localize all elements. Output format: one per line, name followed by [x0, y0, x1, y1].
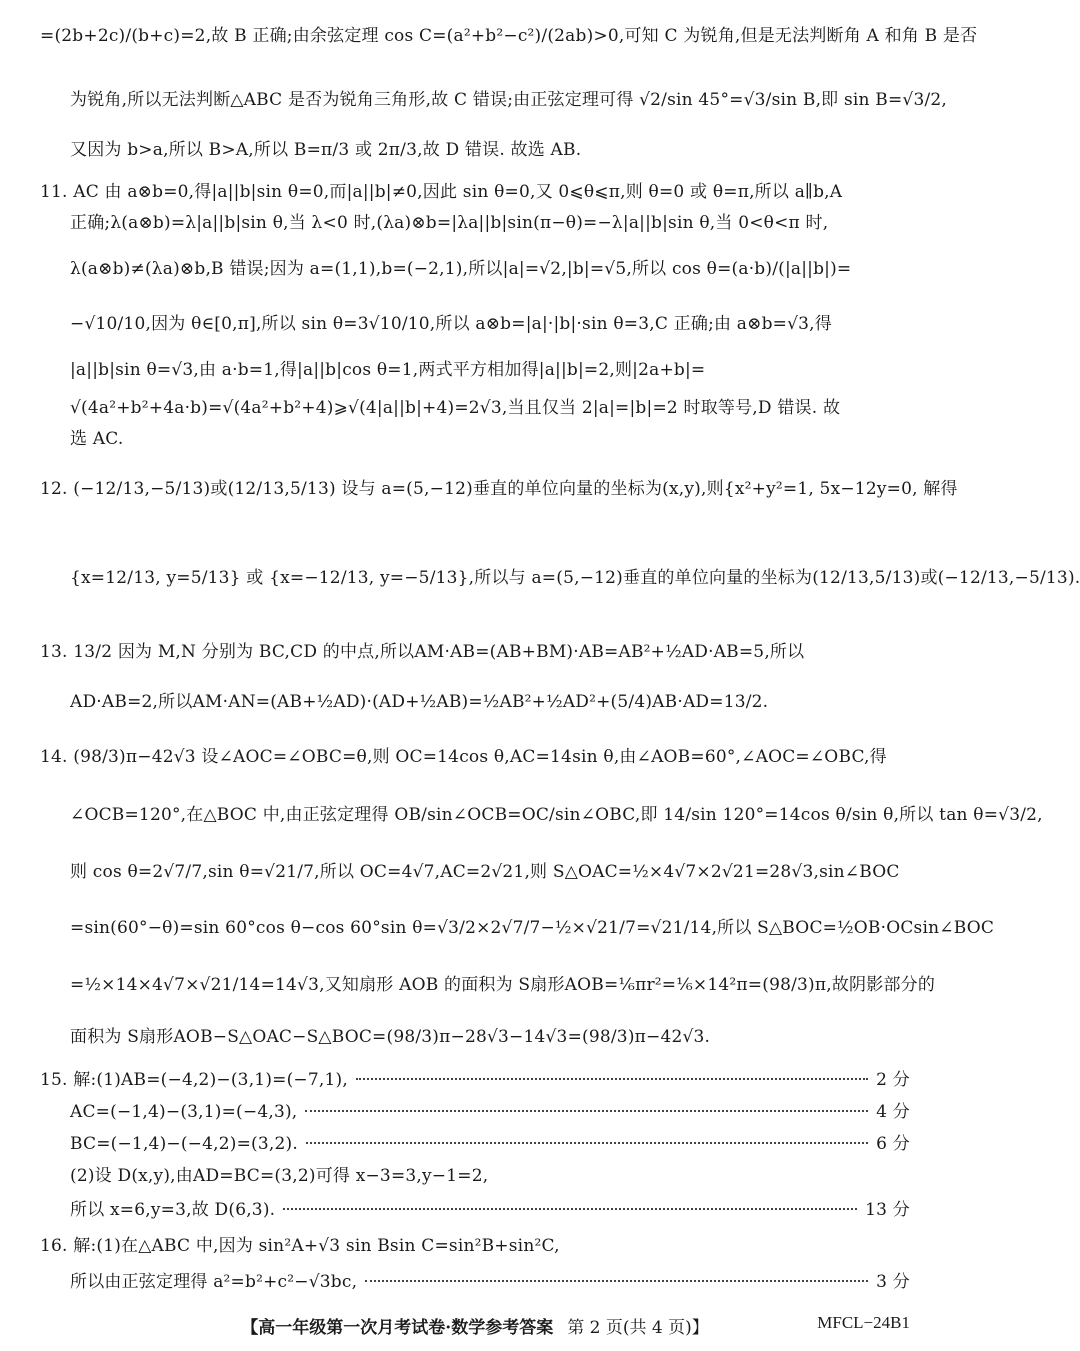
- footer-title: 【高一年级第一次月考试卷·数学参考答案: [241, 1318, 554, 1338]
- answer-line: λ(a⊗b)≠(λa)⊗b,B 错误;因为 a=(1,1),b=(−2,1),所以|a|=√2,|b|=√5,所以 cos θ=(a·b)/(|a||b|)=: [70, 259, 852, 279]
- scored-line-text: 15. 解:(1)AB=(−4,2)−(3,1)=(−7,1),: [40, 1070, 348, 1090]
- answer-line: 12. (−12/13,−5/13)或(12/13,5/13) 设与 a=(5,−12)垂直的单位向量的坐标为(x,y),则{x²+y²=1, 5x−12y=0, 解得: [40, 479, 958, 499]
- paper-code: MFCL−24B1: [817, 1313, 910, 1332]
- scored-line-text: BC=(−1,4)−(−4,2)=(3,2).: [70, 1134, 298, 1154]
- scored-line: [70, 1270, 910, 1294]
- score-points: 6 分: [876, 1134, 910, 1154]
- answer-line: 13. 13/2 因为 M,N 分别为 BC,CD 的中点,所以AM·AB=(AB+BM)·AB=AB²+½AD·AB=5,所以: [40, 642, 805, 662]
- scored-line-text: 所以由正弦定理得 a²=b²+c²−√3bc,: [70, 1272, 358, 1292]
- answer-line: 16. 解:(1)在△ABC 中,因为 sin²A+√3 sin Bsin C=sin²B+sin²C,: [40, 1236, 560, 1256]
- answer-line: 14. (98/3)π−42√3 设∠AOC=∠OBC=θ,则 OC=14cos θ,AC=14sin θ,由∠AOB=60°,∠AOC=∠OBC,得: [40, 747, 887, 767]
- leader-dots: [283, 1208, 857, 1210]
- scored-line-text: AC=(−1,4)−(3,1)=(−4,3),: [70, 1102, 298, 1122]
- answer-line: 11. AC 由 a⊗b=0,得|a||b|sin θ=0,而|a||b|≠0,因此 sin θ=0,又 0⩽θ⩽π,则 θ=0 或 θ=π,所以 a∥b,A: [40, 182, 843, 202]
- answer-line: |a||b|sin θ=√3,由 a·b=1,得|a||b|cos θ=1,两式平方相加得|a||b|=2,则|2a+b|=: [70, 360, 706, 380]
- leader-dots: [306, 1142, 868, 1144]
- answer-line: √(4a²+b²+4a·b)=√(4a²+b²+4)⩾√(4|a||b|+4)=2√3,当且仅当 2|a|=|b|=2 时取等号,D 错误. 故: [70, 398, 841, 418]
- answer-line: AD·AB=2,所以AM·AN=(AB+½AD)·(AD+½AB)=½AB²+½AD²+(5/4)AB·AD=13/2.: [70, 692, 769, 712]
- score-points: 2 分: [876, 1070, 910, 1090]
- score-points: 13 分: [865, 1200, 910, 1220]
- scored-line: [70, 1100, 910, 1124]
- answer-line: 为锐角,所以无法判断△ABC 是否为锐角三角形,故 C 错误;由正弦定理可得 √2/sin 45°=√3/sin B,即 sin B=√3/2,: [70, 90, 948, 110]
- answer-line: −√10/10,因为 θ∈[0,π],所以 sin θ=3√10/10,所以 a⊗b=|a|·|b|·sin θ=3,C 正确;由 a⊗b=√3,得: [70, 314, 832, 334]
- answer-line: =sin(60°−θ)=sin 60°cos θ−cos 60°sin θ=√3/2×2√7/7−½×√21/7=√21/14,所以 S△BOC=½OB·OCsin∠BOC: [70, 918, 995, 938]
- answer-line: (2)设 D(x,y),由AD=BC=(3,2)可得 x−3=3,y−1=2,: [70, 1166, 489, 1186]
- answer-line: 选 AC.: [70, 429, 124, 449]
- scored-line-text: 所以 x=6,y=3,故 D(6,3).: [70, 1200, 276, 1220]
- score-points: 3 分: [876, 1272, 910, 1292]
- scored-line: [70, 1198, 910, 1222]
- scored-line: [40, 1068, 910, 1092]
- answer-line: ∠OCB=120°,在△BOC 中,由正弦定理得 OB/sin∠OCB=OC/sin∠OBC,即 14/sin 120°=14cos θ/sin θ,所以 tan θ=√3/2,: [70, 805, 1043, 825]
- answer-line: 正确;λ(a⊗b)=λ|a||b|sin θ,当 λ<0 时,(λa)⊗b=|λa||b|sin(π−θ)=−λ|a||b|sin θ,当 0<θ<π 时,: [70, 213, 829, 233]
- answer-line: =(2b+2c)/(b+c)=2,故 B 正确;由余弦定理 cos C=(a²+b²−c²)/(2ab)>0,可知 C 为锐角,但是无法判断角 A 和角 B 是否: [40, 26, 978, 46]
- leader-dots: [365, 1280, 868, 1282]
- page-footer: [0, 1313, 950, 1338]
- answer-line: 面积为 S扇形AOB−S△OAC−S△BOC=(98/3)π−28√3−14√3=(98/3)π−42√3.: [70, 1027, 711, 1047]
- scored-line: [70, 1132, 910, 1156]
- answer-line: 则 cos θ=2√7/7,sin θ=√21/7,所以 OC=4√7,AC=2√21,则 S△OAC=½×4√7×2√21=28√3,sin∠BOC: [70, 862, 900, 882]
- leader-dots: [305, 1110, 868, 1112]
- answer-line: {x=12/13, y=5/13} 或 {x=−12/13, y=−5/13},所以与 a=(5,−12)垂直的单位向量的坐标为(12/13,5/13)或(−12/13,−5/13).: [70, 568, 1080, 588]
- leader-dots: [356, 1078, 868, 1080]
- score-points: 4 分: [876, 1102, 910, 1122]
- answer-line: 又因为 b>a,所以 B>A,所以 B=π/3 或 2π/3,故 D 错误. 故选 AB.: [70, 140, 582, 160]
- answer-line: =½×14×4√7×√21/14=14√3,又知扇形 AOB 的面积为 S扇形AOB=⅙πr²=⅙×14²π=(98/3)π,故阴影部分的: [70, 975, 936, 995]
- page-number: 第 2 页(共 4 页)】: [567, 1318, 709, 1338]
